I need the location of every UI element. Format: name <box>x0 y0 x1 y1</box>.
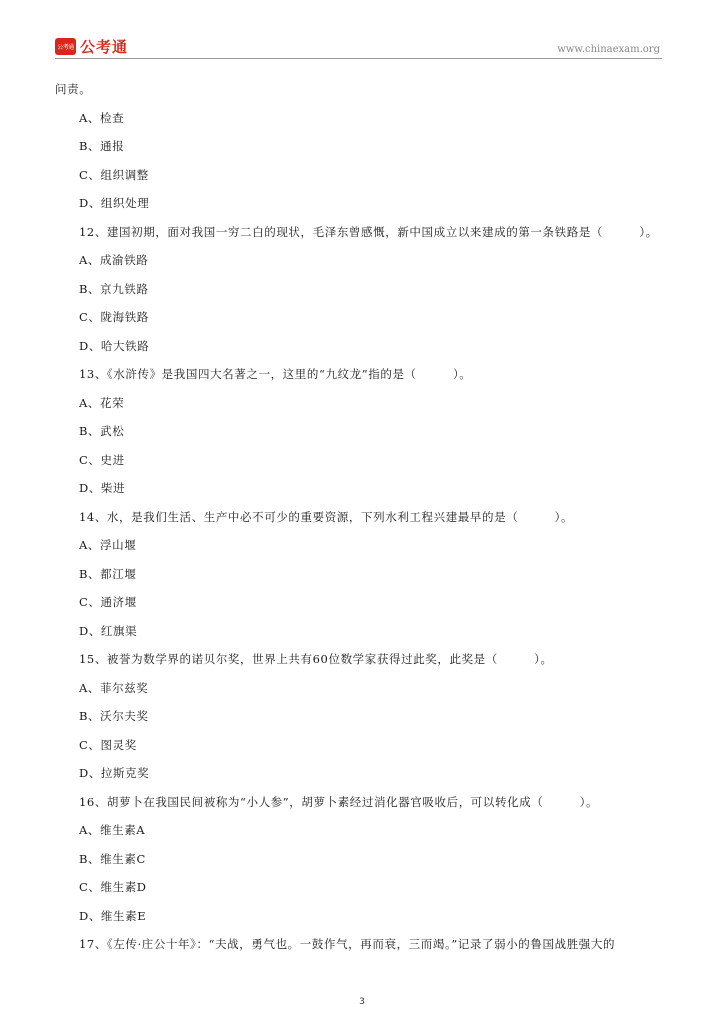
question-text: 15、被誉为数学界的诺贝尔奖，世界上共有60位数学家获得过此奖，此奖是（ ）。 <box>79 652 553 666</box>
answer-option: C、组织调整 <box>79 167 149 182</box>
answer-option: A、检查 <box>79 110 125 125</box>
answer-option: C、通济堰 <box>79 595 137 609</box>
answer-option: D、红旗渠 <box>79 623 138 638</box>
answer-option: C、陇海铁路 <box>79 310 149 324</box>
answer-option: A、浮山堰 <box>79 538 137 552</box>
question-text: 14、水，是我们生活、生产中必不可少的重要资源，下列水利工程兴建最早的是（ ）。 <box>79 509 574 524</box>
logo-text: 公考通 <box>80 38 129 56</box>
answer-option: A、维生素A <box>79 823 146 837</box>
logo-badge-icon: 公考通 <box>55 38 76 55</box>
question-text: 17、《左传·庄公十年》：“夫战，勇气也。一鼓作气，再而衰，三而竭。”记录了弱小的鲁国战胜强大的 <box>79 937 616 951</box>
answer-option: B、京九铁路 <box>79 281 149 296</box>
answer-option: B、维生素C <box>79 851 146 866</box>
answer-option: D、维生素E <box>79 908 147 923</box>
page-number: 3 <box>359 997 365 1007</box>
answer-option: D、组织处理 <box>79 196 150 210</box>
answer-option: D、拉斯克奖 <box>79 766 150 780</box>
question-text: 16、胡萝卜在我国民间被称为“小人参”，胡萝卜素经过消化器官吸收后，可以转化成（ ）。 <box>79 794 599 809</box>
answer-option: D、柴进 <box>79 481 126 495</box>
question-text: 12、建国初期，面对我国一穷二白的现状，毛泽东曾感慨，新中国成立以来建成的第一条铁路是（ ）。 <box>79 224 658 239</box>
answer-option: B、沃尔夫奖 <box>79 709 149 723</box>
answer-option: B、武松 <box>79 424 125 438</box>
site-url: www.chinaexam.org <box>557 44 660 55</box>
answer-option: C、图灵奖 <box>79 737 137 752</box>
document-body <box>55 79 670 963</box>
answer-option: C、维生素D <box>79 880 147 894</box>
answer-option: B、通报 <box>79 139 125 153</box>
page-header <box>55 32 662 59</box>
answer-option: D、哈大铁路 <box>79 338 150 353</box>
question-text: 13、《水浒传》是我国四大名著之一，这里的“九纹龙”指的是（ ）。 <box>79 367 472 381</box>
answer-option: B、都江堰 <box>79 566 137 581</box>
answer-option: A、花荣 <box>79 395 125 410</box>
answer-option: A、成渝铁路 <box>79 253 149 267</box>
answer-option: C、史进 <box>79 452 125 467</box>
answer-option: A、菲尔兹奖 <box>79 680 149 695</box>
logo <box>55 36 128 57</box>
continued-text: 问责。 <box>55 82 92 96</box>
